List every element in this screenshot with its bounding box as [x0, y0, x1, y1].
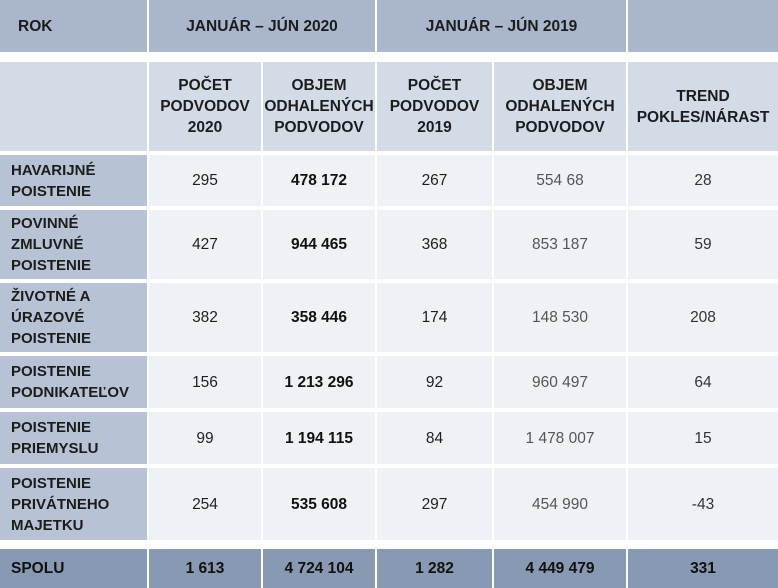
cell-trend: 59	[628, 210, 778, 283]
cell-count-2019: 267	[377, 155, 494, 210]
cell-count-2019: 368	[377, 210, 494, 283]
cell-trend: 28	[628, 155, 778, 210]
subheader-volume-2019: OBJEM ODHALENÝCH PODVODOV	[494, 62, 628, 155]
row-label: POISTENIE PODNIKATEĽOV	[0, 356, 149, 412]
subheader-empty	[0, 62, 149, 155]
cell-volume-2020: 358 446	[263, 283, 377, 356]
header-rok: ROK	[0, 0, 149, 56]
cell-volume-2020: 1 194 115	[263, 412, 377, 468]
total-trend: 331	[628, 549, 778, 588]
cell-trend: -43	[628, 468, 778, 549]
subheader-count-2020: POČET PODVODOV 2020	[149, 62, 263, 155]
cell-volume-2019: 454 990	[494, 468, 628, 549]
table-row	[0, 283, 778, 356]
header-period-2019: JANUÁR – JÚN 2019	[377, 0, 628, 56]
row-label: HAVARIJNÉ POISTENIE	[0, 155, 149, 210]
cell-count-2020: 382	[149, 283, 263, 356]
cell-count-2020: 254	[149, 468, 263, 549]
total-label: SPOLU	[0, 549, 149, 588]
cell-volume-2019: 148 530	[494, 283, 628, 356]
cell-volume-2020: 944 465	[263, 210, 377, 283]
table-row	[0, 412, 778, 468]
table-row	[0, 210, 778, 283]
subheader-row	[0, 62, 778, 155]
cell-volume-2019: 1 478 007	[494, 412, 628, 468]
row-label: ŽIVOTNÉ A ÚRAZOVÉ POISTENIE	[0, 283, 149, 356]
cell-volume-2020: 535 608	[263, 468, 377, 549]
total-count-2019: 1 282	[377, 549, 494, 588]
subheader-count-2019: POČET PODVODOV 2019	[377, 62, 494, 155]
row-label: POVINNÉ ZMLUVNÉ POISTENIE	[0, 210, 149, 283]
cell-volume-2019: 960 497	[494, 356, 628, 412]
cell-count-2020: 99	[149, 412, 263, 468]
total-volume-2020: 4 724 104	[263, 549, 377, 588]
table-row	[0, 155, 778, 210]
table-row	[0, 468, 778, 549]
cell-volume-2019: 853 187	[494, 210, 628, 283]
cell-count-2019: 297	[377, 468, 494, 549]
subheader-trend: TREND POKLES/NÁRAST	[628, 62, 778, 155]
row-label: POISTENIE PRIVÁTNEHO MAJETKU	[0, 468, 149, 549]
total-volume-2019: 4 449 479	[494, 549, 628, 588]
total-count-2020: 1 613	[149, 549, 263, 588]
cell-volume-2019: 554 68	[494, 155, 628, 210]
table-row	[0, 356, 778, 412]
cell-count-2020: 295	[149, 155, 263, 210]
cell-volume-2020: 1 213 296	[263, 356, 377, 412]
cell-trend: 208	[628, 283, 778, 356]
cell-count-2019: 174	[377, 283, 494, 356]
subheader-volume-2020: OBJEM ODHALENÝCH PODVODOV	[263, 62, 377, 155]
cell-count-2019: 92	[377, 356, 494, 412]
header-period-2020: JANUÁR – JÚN 2020	[149, 0, 377, 56]
row-label: POISTENIE PRIEMYSLU	[0, 412, 149, 468]
header-empty	[628, 0, 778, 56]
cell-count-2020: 156	[149, 356, 263, 412]
total-row	[0, 549, 778, 588]
cell-volume-2020: 478 172	[263, 155, 377, 210]
cell-trend: 64	[628, 356, 778, 412]
cell-count-2019: 84	[377, 412, 494, 468]
cell-trend: 15	[628, 412, 778, 468]
header-row	[0, 0, 778, 56]
cell-count-2020: 427	[149, 210, 263, 283]
